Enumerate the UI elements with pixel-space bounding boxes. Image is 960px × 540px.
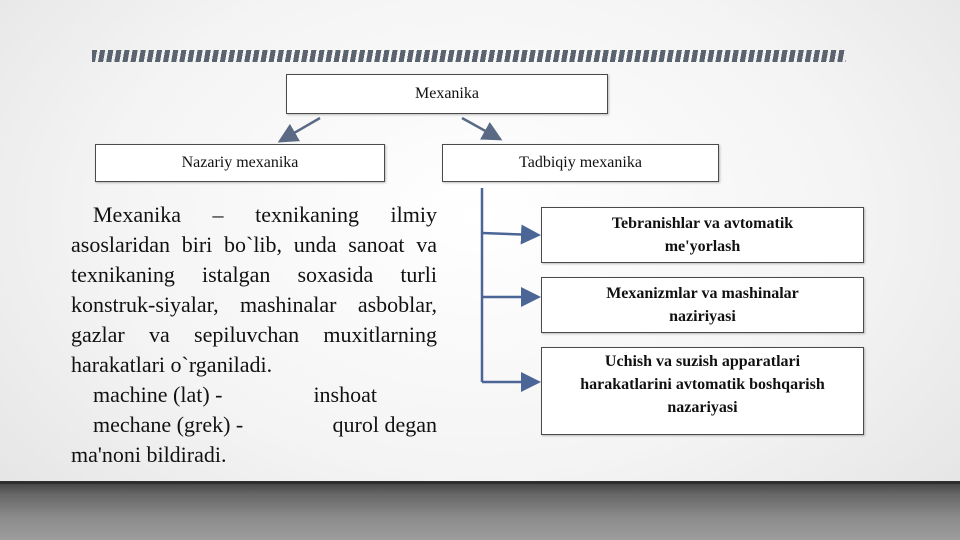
branch-item1 [482, 233, 536, 235]
uchish-line1: Uchish va suzish apparatlari [604, 352, 801, 370]
mechane-term: mechane (grek) - [93, 412, 244, 437]
description-line-mechane [71, 410, 437, 440]
arrow-to-tadbiqiy [462, 118, 498, 138]
nazariy-node [95, 144, 385, 182]
uchish-line2: harakatlarini avtomatik boshqarish [580, 375, 825, 393]
concrete-floor [0, 481, 960, 540]
description-paragraph: Mexanika – texnikaning ilmiy asoslaridan biri bo`lib, unda sanoat va texnikaning istalgan soxasida turli konstruk-siyalar, mashinalar asboblar, gazlar va sepiluvchan muxitlarning harakatlari o`rganiladi. [71, 202, 437, 377]
root-label: Mexanika [415, 85, 479, 102]
description-ending: ma'noni bildiradi. [71, 442, 227, 467]
tadbiqiy-node [442, 144, 719, 182]
root-node [286, 74, 608, 114]
tadbiqiy-label: Tadbiqiy mexanika [519, 154, 642, 171]
mexanizmlar-line2: naziriyasi [669, 308, 736, 325]
description-line-machine [71, 380, 437, 410]
tebranishlar-line1: Tebranishlar va avtomatik [611, 215, 794, 232]
tebranishlar-node [541, 207, 864, 263]
machine-meaning: inshoat [313, 382, 377, 407]
mexanika-description [71, 200, 437, 470]
mechane-meaning: qurol degan [332, 412, 437, 437]
machine-term: machine (lat) - [93, 382, 223, 407]
tebranishlar-line2: me'yorlash [664, 238, 741, 255]
arrow-to-nazariy [282, 118, 320, 140]
uchish-line3: nazariyasi [667, 398, 738, 416]
mexanizmlar-line1: Mexanizmlar va mashinalar [606, 285, 799, 302]
nazariy-label: Nazariy mexanika [181, 154, 299, 171]
uchish-node [541, 347, 864, 435]
mexanizmlar-node [541, 277, 864, 333]
